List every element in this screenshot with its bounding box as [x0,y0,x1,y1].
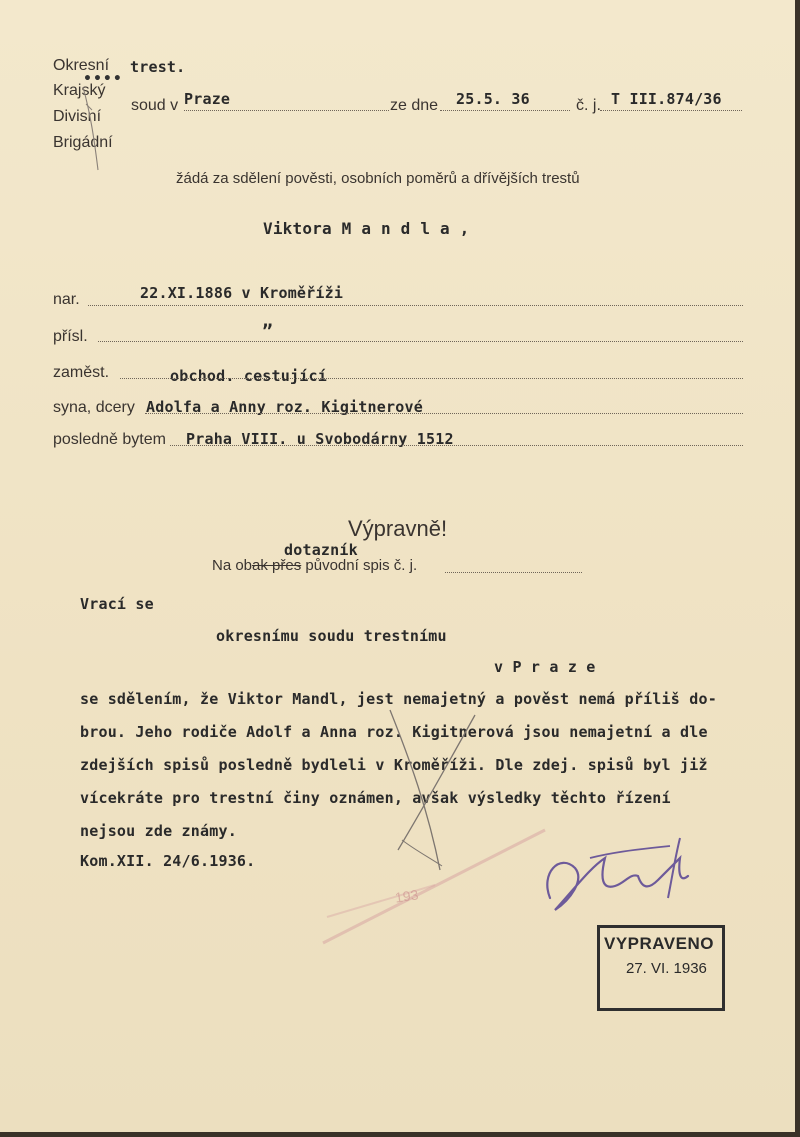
nar-value: 22.XI.1886 v Kroměříži [140,284,344,302]
body-line-2: brou. Jeho rodiče Adolf a Anna roz. Kigitnerová jsou nemajetní a dle [80,723,708,741]
strike-dots: •••• [83,71,123,87]
recipient-place: v P r a z e [494,658,596,676]
vypravne-heading: Výpravně! [348,516,448,541]
prisl-dotline [98,341,743,342]
cj-dotline [600,110,742,111]
vypraveno-stamp [597,925,725,1011]
court-selection-mark: trest. [130,58,186,76]
request-text: žádá za sdělení pověsti, osobních poměrů a dřívějších trestů [176,170,580,187]
inserted-word: dotazník [284,541,358,559]
court-city: Praze [184,90,231,108]
stamp-title: VYPRAVENO [604,934,714,953]
syna-value: Adolfa a Anny roz. Kigitnerové [146,398,423,416]
nar-label: nar. [53,291,80,308]
nar-dotline [88,305,743,306]
court-option-brigadni: Brigádní [53,134,113,151]
signature [530,828,705,923]
na-dotline [445,572,582,573]
prisl-label: přísl. [53,328,88,345]
court-option-okresni: Okresní [53,57,110,74]
person-name: Viktora M a n d l a , [263,219,470,238]
zamest-value: obchod. cestující [170,367,327,385]
body-line-1: se sdělením, že Viktor Mandl, jest nemajetný a pověst nemá příliš do- [80,690,717,708]
court-option-krajsky: Krajský [53,82,106,99]
soud-label: soud v [131,97,179,114]
body-line-5: nejsou zde známy. [80,822,237,840]
case-number: T III.874/36 [611,90,722,108]
na-prefix: Na ob [212,557,253,574]
page-edge-right [795,0,800,1137]
faint-red-stamp-text: 193 [394,886,420,906]
signoff: Kom.XII. 24/6.1936. [80,852,256,870]
court-option-divisni: Divisní [53,108,102,125]
body-line-4: vícekráte pro trestní činy oznámen, avšak výsledky těchto řízení [80,789,671,807]
zamest-dotline [120,378,743,379]
na-struck: ak přes [252,557,302,574]
syna-label: syna, dcery [53,399,135,416]
na-suffix: původní spis č. j. [305,557,418,574]
bytem-dotline [170,445,743,446]
stamp-date: 27. VI. 1936 [626,960,707,977]
page-edge-bottom [0,1132,800,1137]
date-dotline [440,110,570,111]
syna-dotline [145,413,743,414]
cj-label: č. j. [576,97,601,114]
prisl-value: ” [262,321,274,342]
request-date: 25.5. 36 [456,90,530,108]
zamest-label: zaměst. [53,364,110,381]
body-line-3: zdejších spisů posledně bydleli v Kroměříži. Dle zdej. spisů byl již [80,756,708,774]
ze-dne-label: ze dne [390,97,439,114]
vraci-se: Vrací se [80,595,154,613]
bytem-label: posledně bytem [53,431,166,448]
city-dotline [184,110,389,111]
pencil-mark [80,82,110,177]
recipient: okresnímu soudu trestnímu [216,627,447,645]
na-line [212,557,417,574]
faint-red-stamp [315,825,555,955]
bytem-value: Praha VIII. u Svobodárny 1512 [186,430,454,448]
